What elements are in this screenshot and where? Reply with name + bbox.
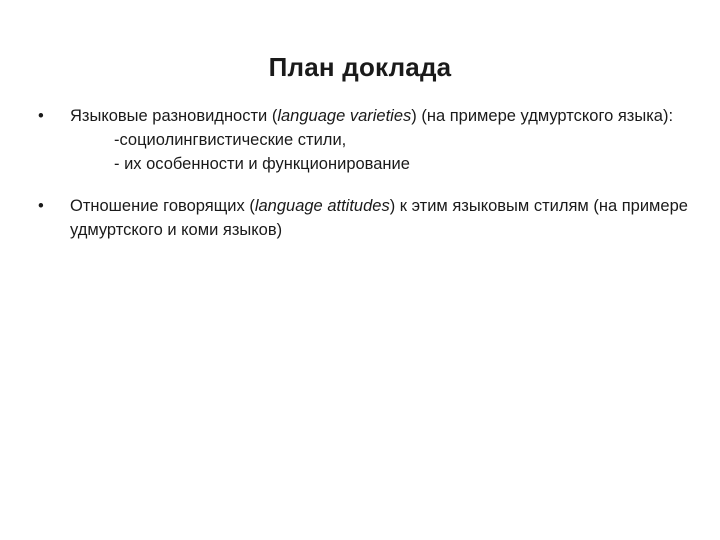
bullet-text-italic-term: language varieties — [277, 107, 412, 125]
bullet-list — [38, 104, 698, 242]
bullet-text — [70, 197, 688, 239]
bullet-text-after: ) к этим языковым стилям (на примере удмуртского и коми языков) — [70, 197, 688, 239]
bullet-text-italic-term: language attitudes — [254, 197, 390, 215]
sub-item-sociolinguistic-styles: -социолингвистические стили, — [114, 131, 347, 149]
bullet-text — [70, 107, 673, 125]
slide-title: План доклада — [268, 52, 452, 82]
bullet-marker: • — [38, 197, 44, 215]
sub-item-features-functioning: - их особенности и функционирование — [114, 155, 410, 173]
bullet-marker: • — [38, 107, 44, 125]
bullet-text-before: Языковые разновидности ( — [70, 107, 278, 125]
bullet-item-language-attitudes — [38, 194, 698, 242]
bullet-text-after: ) (на примере удмуртского языка): — [411, 107, 674, 125]
bullet-item-language-varieties — [38, 104, 698, 176]
bullet-text-before: Отношение говорящих ( — [70, 197, 255, 215]
